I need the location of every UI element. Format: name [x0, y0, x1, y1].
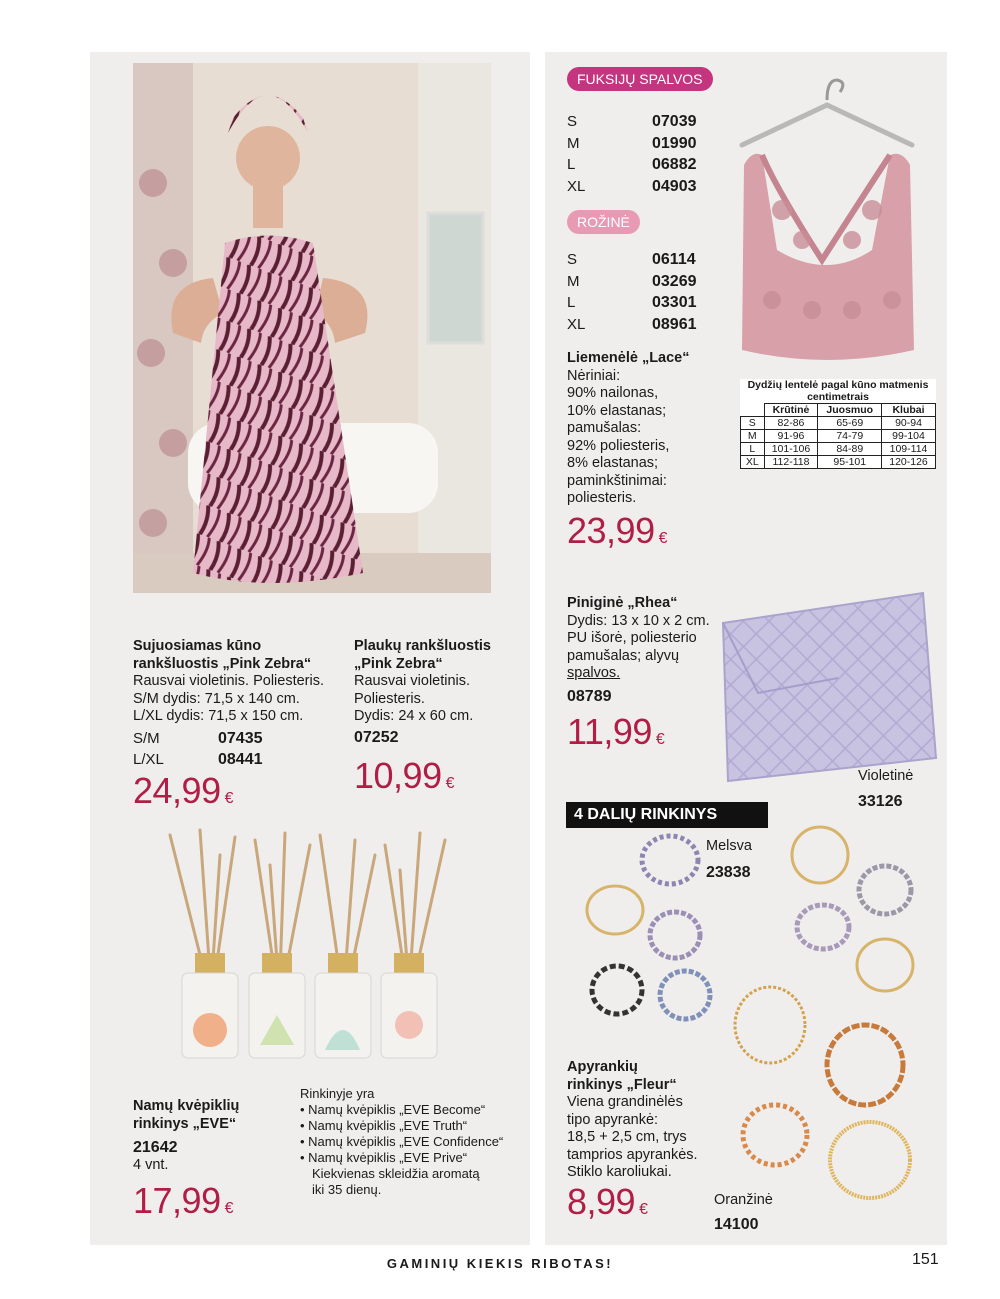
quilted-wallet-photo	[718, 583, 938, 783]
size-label: XL	[567, 315, 586, 333]
bra-price-value: 23,99	[567, 510, 655, 551]
towel-code-sm: 07435	[218, 730, 263, 747]
size-chart-title-line2: centimetrais	[807, 391, 869, 403]
bra-sizes-pink	[567, 249, 697, 335]
size-code: 03269	[652, 272, 697, 290]
diffuser-include-item: • Namų kvėpiklis „EVE Truth“	[300, 1118, 520, 1134]
wallet-desc-line: pamušalas; alyvų	[567, 647, 680, 664]
page-number: 151	[912, 1251, 939, 1268]
size-label: S	[567, 113, 578, 130]
color-badge-pink: ROŽINĖ	[567, 210, 640, 234]
hair-towel-price-currency: €	[445, 775, 454, 792]
size-chart-cell: S	[741, 417, 765, 430]
size-chart-cell: 120-126	[882, 456, 936, 469]
bra-info	[567, 350, 737, 508]
hair-towel-info	[354, 638, 524, 746]
wallet-desc-line: spalvos.	[567, 665, 621, 681]
bracelets-desc-line: Viena grandinėlės	[567, 1094, 683, 1110]
size-chart-header	[741, 404, 765, 417]
bracelets-desc-line: Stiklo karoliukai.	[567, 1164, 672, 1180]
color-badge-fuchsia: FUKSIJŲ SPALVOS	[567, 67, 713, 91]
towel-desc-line1: Rausvai violetinis. Poliesteris.	[133, 673, 324, 689]
diffuser-price-value: 17,99	[133, 1180, 221, 1221]
size-chart-table	[740, 403, 936, 469]
diffuser-note-line1: Kiekvienas skleidžia aromatą	[312, 1166, 480, 1181]
size-chart-cell: L	[741, 443, 765, 456]
towel-price	[133, 770, 233, 817]
size-chart-cell: 101-106	[764, 443, 818, 456]
bra-desc-line: Nėriniai:	[567, 367, 621, 384]
limited-quantity-notice: GAMINIŲ KIEKIS RIBOTAS!	[386, 1256, 614, 1271]
bracelet-color-blue: Melsva	[706, 838, 752, 854]
diffuser-include-item: • Namų kvėpiklis „EVE Become“	[300, 1102, 520, 1118]
table-row	[741, 456, 936, 469]
diffuser-title-line1: Namų kvėpiklių	[133, 1098, 240, 1114]
diffuser-set-photo	[160, 825, 460, 1065]
diffuser-info	[133, 1098, 293, 1174]
bra-price-currency: €	[658, 530, 667, 547]
size-code: 06114	[652, 251, 696, 268]
bracelets-title-line1: Apyrankių	[567, 1059, 638, 1075]
size-chart-cell: 99-104	[882, 430, 936, 443]
towel-price-currency: €	[224, 790, 233, 807]
size-chart-cell: 82-86	[764, 417, 818, 430]
bra-desc-line: pamušalas:	[567, 420, 642, 436]
bra-desc-line: paminkštinimai:	[567, 472, 667, 489]
size-code: 01990	[652, 134, 697, 152]
size-chart-header: Juosmuo	[818, 404, 882, 417]
bra-desc-line: 10% elastanas;	[567, 402, 667, 419]
diffuser-qty: 4 vnt.	[133, 1156, 169, 1173]
hair-towel-price-value: 10,99	[354, 755, 442, 796]
bracelet-color-orange-code: 14100	[714, 1216, 759, 1233]
wallet-desc-line: Dydis: 13 x 10 x 2 cm.	[567, 612, 710, 629]
wallet-title: Piniginė „Rhea“	[567, 595, 678, 611]
size-chart-cell: 84-89	[818, 443, 882, 456]
wallet-color-violet: Violetinė	[858, 768, 914, 784]
wallet-price-currency: €	[655, 731, 665, 748]
bracelets-desc-line: tamprios apyrankės.	[567, 1146, 698, 1163]
size-label: S	[567, 251, 578, 268]
size-label: L	[567, 156, 576, 173]
towel-model-photo	[133, 63, 491, 593]
diffuser-price	[133, 1180, 233, 1227]
wallet-desc-line: PU išorė, poliesterio	[567, 630, 697, 646]
bra-desc-line: 92% poliesteris,	[567, 437, 670, 454]
towel-title-line2: rankšluostis „Pink Zebra“	[133, 655, 312, 672]
towel-sizes	[133, 728, 263, 770]
lace-bra-photo	[722, 70, 934, 370]
towel-code-lxl: 08441	[218, 751, 263, 768]
hair-towel-code: 07252	[354, 728, 399, 746]
bra-desc-line: 8% elastanas;	[567, 455, 659, 471]
hair-towel-price	[354, 755, 454, 802]
hair-towel-title-line1: Plaukų rankšluostis	[354, 638, 491, 654]
towel-desc-line2: S/M dydis: 71,5 x 140 cm.	[133, 690, 300, 707]
bracelets-price-currency: €	[639, 1201, 648, 1218]
wallet-info	[567, 595, 737, 705]
size-code: 07039	[652, 113, 697, 130]
diffuser-include-item: • Namų kvėpiklis „EVE Confidence“	[300, 1134, 520, 1150]
bracelet-color-orange: Oranžinė	[714, 1192, 773, 1208]
size-code: 04903	[652, 177, 697, 195]
towel-size-sm: S/M	[133, 730, 160, 747]
hair-towel-desc-line3: Dydis: 24 x 60 cm.	[354, 708, 474, 724]
size-chart-header: Krūtinė	[764, 404, 818, 417]
size-chart-cell: 91-96	[764, 430, 818, 443]
bracelets-price-value: 8,99	[567, 1181, 636, 1222]
size-label: M	[567, 272, 580, 290]
table-row	[741, 430, 936, 443]
bracelets-title-line2: rinkinys „Fleur“	[567, 1076, 677, 1093]
size-chart-cell: 112-118	[764, 456, 818, 469]
size-chart-cell: 90-94	[882, 417, 936, 430]
table-row	[741, 417, 936, 430]
bra-title: Liemenėlė „Lace“	[567, 350, 690, 366]
towel-size-lxl: L/XL	[133, 751, 164, 768]
hair-towel-title-line2: „Pink Zebra“	[354, 655, 443, 672]
size-code: 06882	[652, 156, 697, 173]
size-chart-title-line1: Dydžių lentelė pagal kūno matmenis	[747, 379, 929, 391]
wallet-price	[567, 711, 665, 758]
size-code: 08961	[652, 315, 697, 333]
table-row	[741, 443, 936, 456]
size-chart-cell: 65-69	[818, 417, 882, 430]
bracelets-info	[567, 1059, 727, 1182]
size-code: 03301	[652, 294, 697, 311]
size-label: L	[567, 294, 576, 311]
bra-sizes-fuchsia	[567, 111, 697, 197]
bracelets-desc-line: tipo apyrankė:	[567, 1111, 659, 1128]
bra-price	[567, 510, 667, 557]
diffuser-includes-title: Rinkinyje yra	[300, 1086, 375, 1101]
towel-desc-line3: L/XL dydis: 71,5 x 150 cm.	[133, 708, 304, 724]
bracelets-price	[567, 1181, 648, 1228]
towel-title-line1: Sujuosiamas kūno	[133, 638, 262, 654]
diffuser-title-line2: rinkinys „EVE“	[133, 1115, 237, 1132]
size-chart-header: Klubai	[882, 404, 936, 417]
size-chart-cell: 95-101	[818, 456, 882, 469]
diffuser-note-line2: iki 35 dienų.	[312, 1182, 382, 1197]
bra-desc-line: poliesteris.	[567, 490, 637, 506]
wallet-price-value: 11,99	[567, 711, 652, 752]
size-label: XL	[567, 177, 586, 195]
diffuser-includes	[300, 1086, 520, 1198]
bracelet-color-blue-code: 23838	[706, 864, 751, 881]
bracelets-desc-line: 18,5 + 2,5 cm, trys	[567, 1129, 687, 1145]
size-chart	[740, 379, 936, 469]
bra-desc-line: 90% nailonas,	[567, 385, 659, 401]
size-chart-cell: 74-79	[818, 430, 882, 443]
diffuser-price-currency: €	[224, 1200, 233, 1217]
size-chart-cell: M	[741, 430, 765, 443]
wallet-code: 08789	[567, 687, 612, 705]
diffuser-include-item: • Namų kvėpiklis „EVE Prive“	[300, 1150, 520, 1166]
set-banner: 4 DALIŲ RINKINYS	[566, 802, 768, 828]
wallet-color-violet-code: 33126	[858, 793, 903, 810]
hair-towel-desc-line1: Rausvai violetinis.	[354, 673, 471, 689]
diffuser-code: 21642	[133, 1139, 178, 1156]
size-label: M	[567, 134, 580, 152]
size-chart-cell: XL	[741, 456, 765, 469]
towel-info	[133, 638, 343, 726]
size-chart-cell: 109-114	[882, 443, 936, 456]
towel-price-value: 24,99	[133, 770, 221, 811]
hair-towel-desc-line2: Poliesteris.	[354, 690, 425, 707]
